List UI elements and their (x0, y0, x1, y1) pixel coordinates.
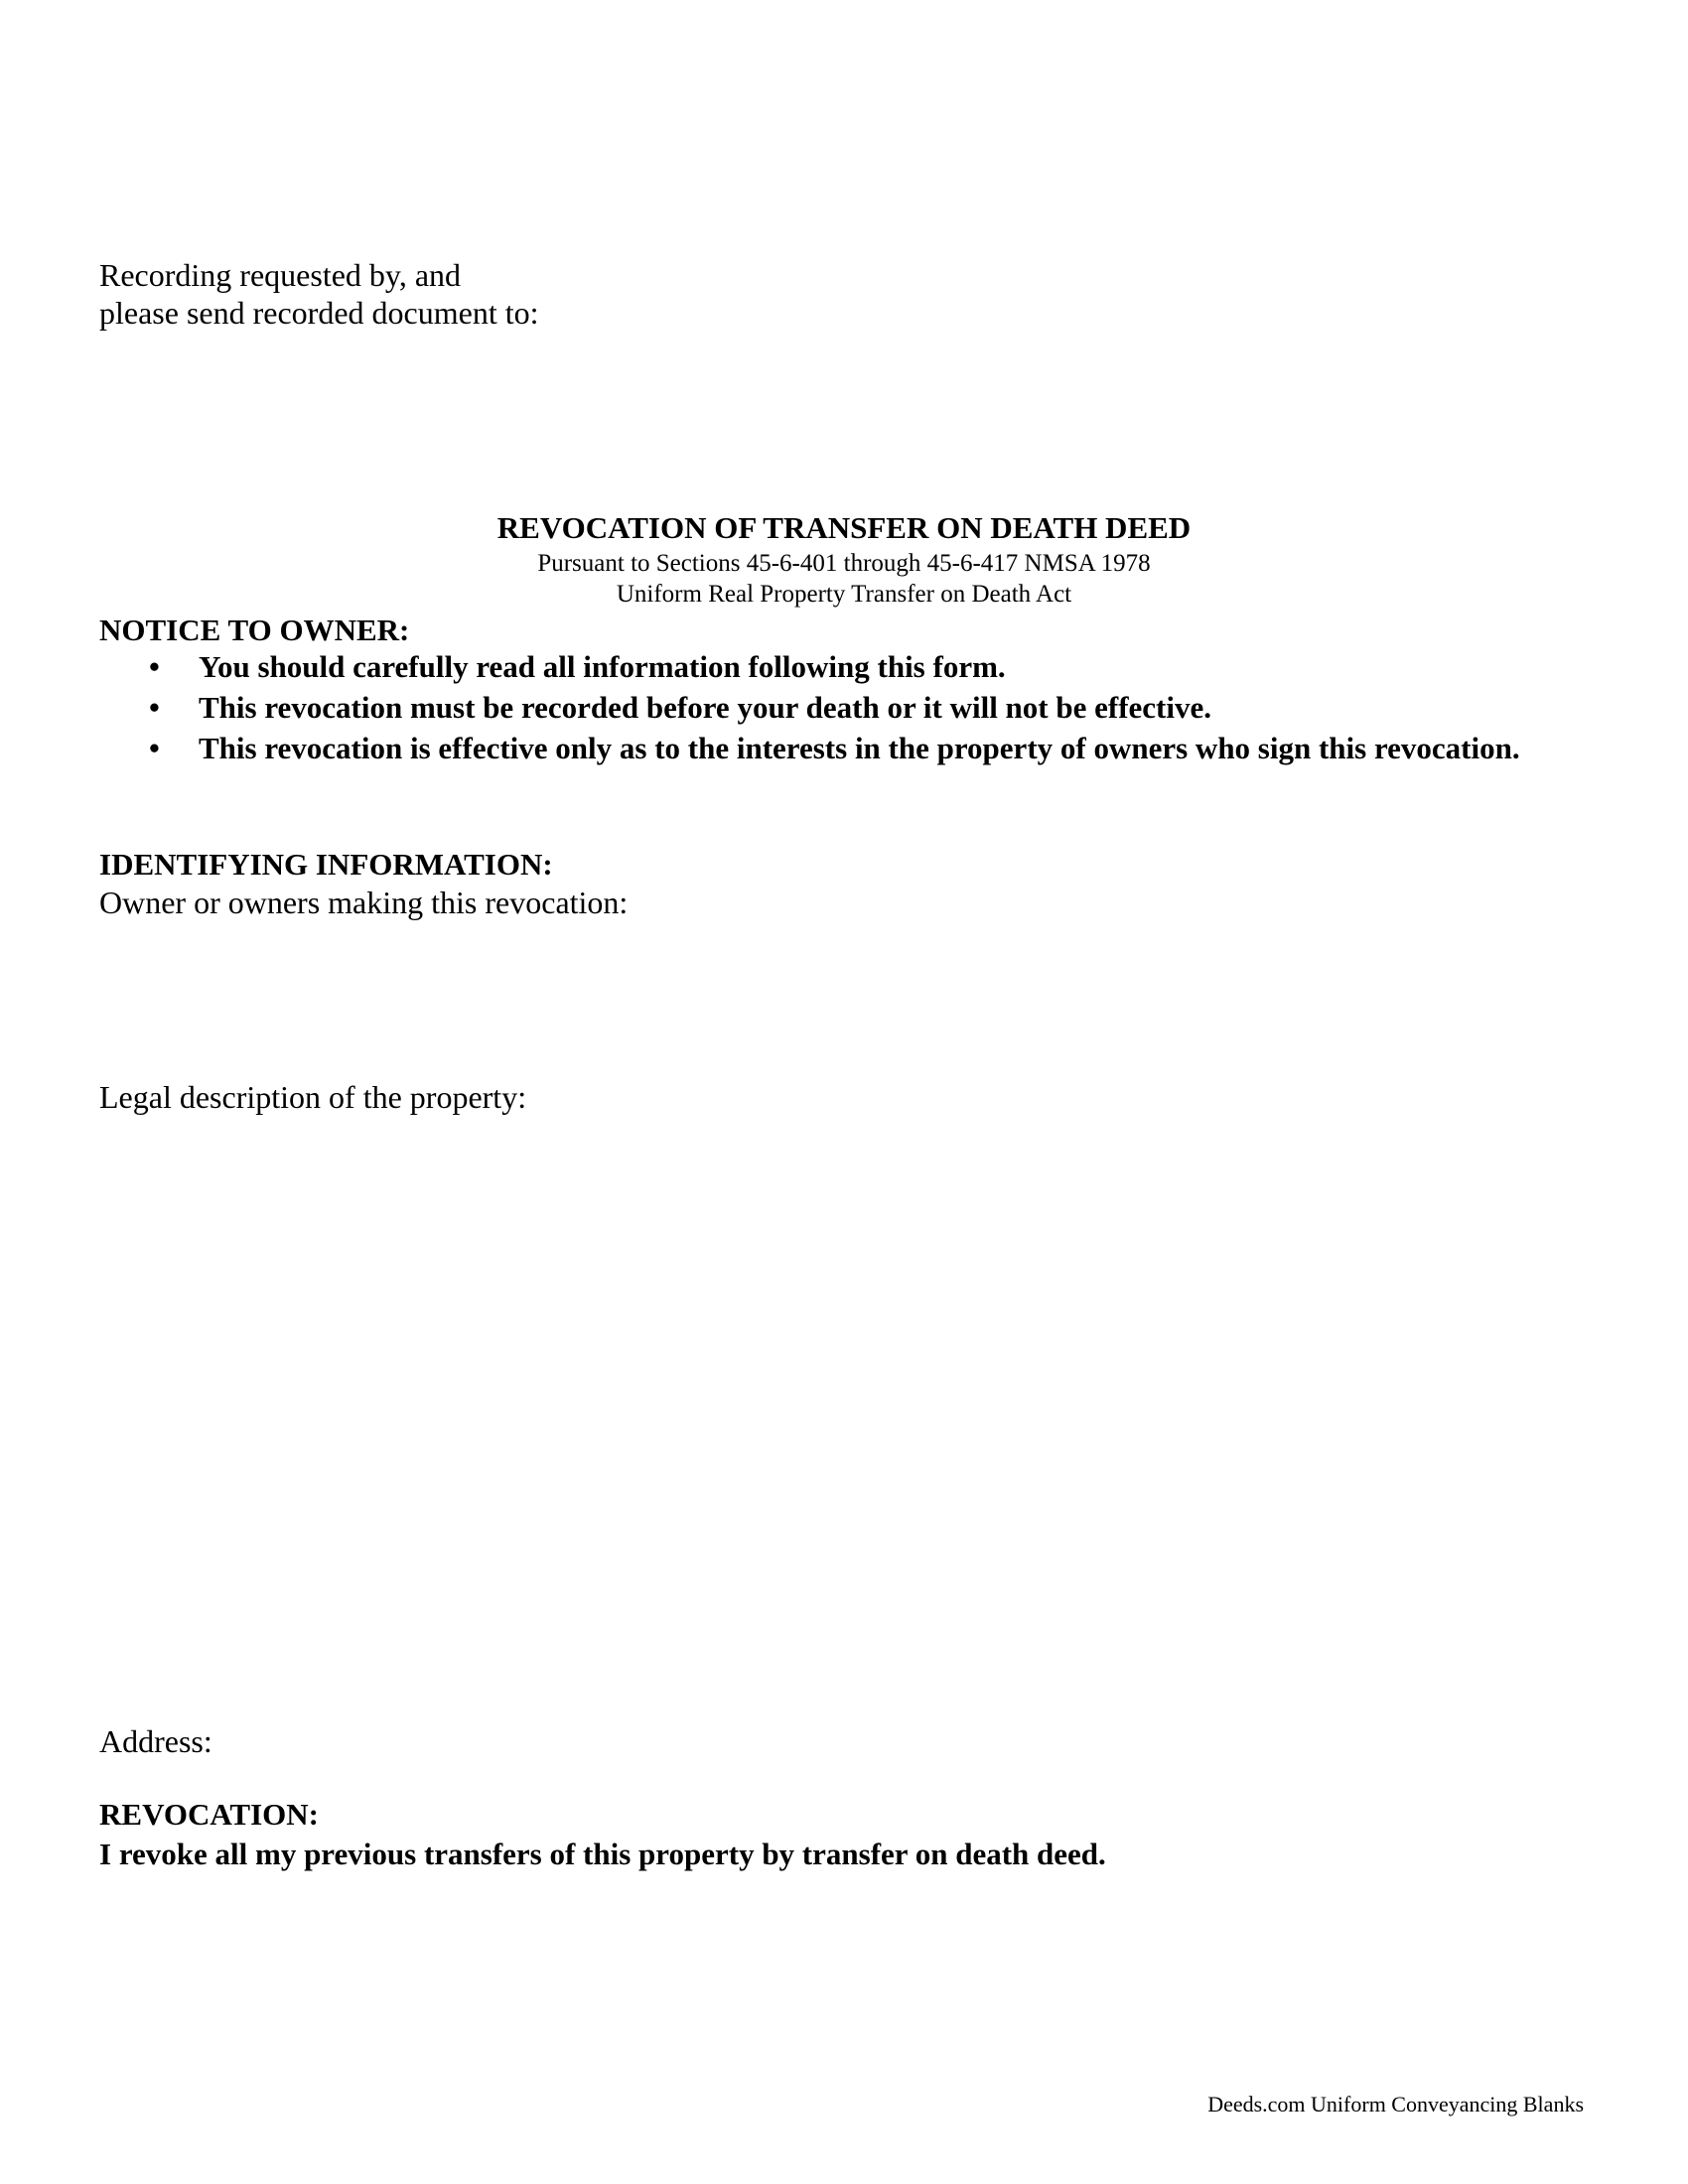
recording-requested-line2: please send recorded document to: (99, 295, 539, 331)
document-subtitle-statute: Pursuant to Sections 45-6-401 through 45-6-417 NMSA 1978 (537, 550, 1151, 577)
revocation-statement: I revoke all my previous transfers of this property by transfer on death deed. (99, 1837, 1106, 1871)
bullet-icon: • (149, 731, 160, 765)
bullet-icon: • (149, 690, 160, 725)
notice-item-text: This revocation must be recorded before your death or it will not be effective. (199, 690, 1211, 725)
bullet-icon: • (149, 649, 160, 684)
notice-item (99, 689, 1529, 727)
document-subtitle-act: Uniform Real Property Transfer on Death Act (616, 581, 1072, 608)
revocation-heading: REVOCATION: (99, 1797, 319, 1832)
recording-requested-line1: Recording requested by, and (99, 257, 462, 293)
notice-item (99, 648, 1529, 686)
owners-label: Owner or owners making this revocation: (99, 885, 629, 920)
notice-item (99, 730, 1529, 767)
legal-description-label: Legal description of the property: (99, 1079, 527, 1115)
notice-list (99, 648, 1529, 770)
identifying-heading: IDENTIFYING INFORMATION: (99, 847, 553, 882)
notice-item-text: This revocation is effective only as to the interests in the property of owners who sign this revocation. (199, 731, 1520, 765)
footer-branding: Deeds.com Uniform Conveyancing Blanks (1207, 2092, 1584, 2116)
notice-item-text: You should carefully read all information following this form. (199, 649, 1006, 684)
document-title: REVOCATION OF TRANSFER ON DEATH DEED (496, 510, 1192, 545)
notice-heading: NOTICE TO OWNER: (99, 613, 410, 647)
address-label: Address: (99, 1723, 212, 1759)
